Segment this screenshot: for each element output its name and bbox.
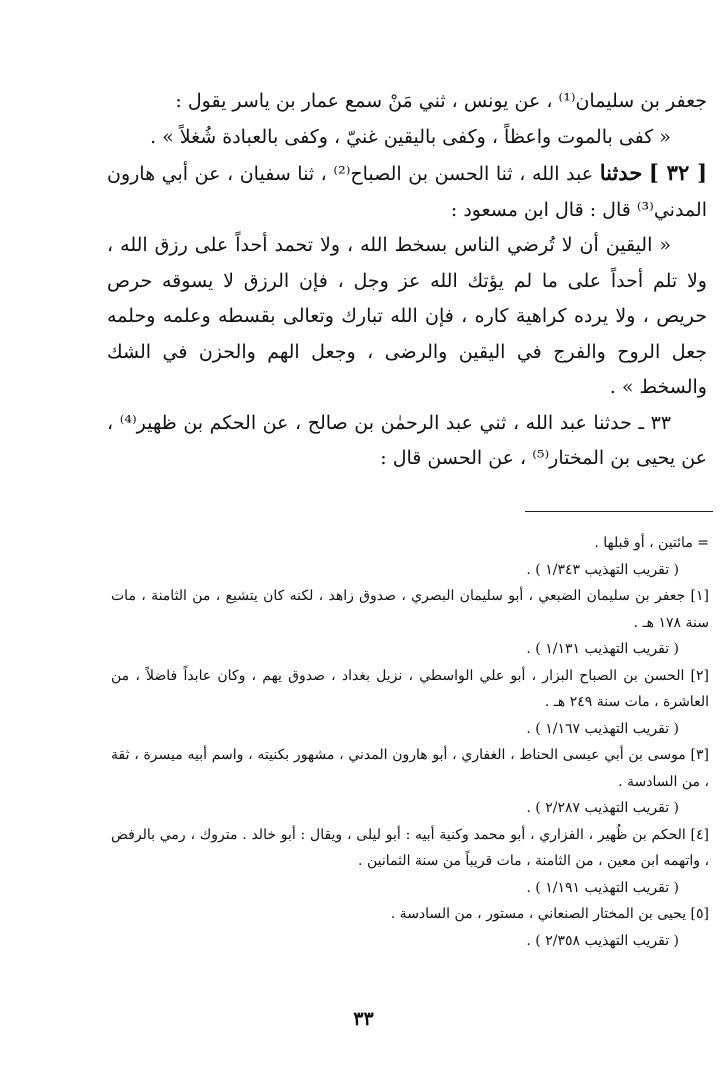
hadith-number: [ ٣٢ ] [648,160,708,185]
quote-ibn-masud: « اليقين أن لا تُرضي الناس بسخط الله ، ولا تحمد أحداً على رزق الله ، ولا تلم أحداً على ما لم يؤتك الله عز وجل ، فإن الرزق لا يسوقه حرص حريص ، ولا يرده كراهية كاره ، فإن الله تبارك وتعالى بقسطه وعلمه وحلمه جعل الروح والفرج في اليقين والرضى ، وجعل الهم والحزن في الشك والسخط » . [107,234,707,398]
footnote-1: [١] جعفر بن سليمان الضبعي ، أبو سليمان البصري ، صدوق زاهد ، لكنه كان يتشيع ، من الثامنة ، مات سنة ١٧٨ هـ . [111,588,709,631]
hadith-32 [107,155,707,228]
footnote-continuation-ref: ( تقريب التهذيب ١/٣٤٣ ) . [526,561,679,578]
footnote-continuation: = مائتين ، أو قبلها . [594,535,709,551]
footnote-divider [525,511,713,512]
page-number: ٣٣ [353,1008,374,1030]
footnote-4-ref: ( تقريب التهذيب ١/١٩١ ) . [526,879,679,896]
footnotes [111,530,709,954]
footnote-5-ref: ( تقريب التهذيب ٢/٣٥٨ ) . [526,932,679,949]
footnote-4: [٤] الحكم بن ظُهير ، الفزاري ، أبو محمد وكنية أبيه : أبو ليلى ، ويقال : أبو خالد . متروك ، رمي بالرفض ، واتهمه ابن معين ، من الثامنة ، مات قريباً من سنة الثمانين . [111,826,709,869]
footnote-1-ref: ( تقريب التهذيب ١/١٣١ ) . [526,641,679,657]
footnote-2: [٢] الحسن بن الصباح البزار ، أبو علي الواسطي ، نزيل بغداد ، صدوق يهم ، وكان عابداً فاضلاً ، من العاشرة ، مات سنة ٢٤٩ هـ . [111,667,709,710]
hadith-isnad: عبد الله ، ثنا الحسن بن الصباح⁽²⁾ ، ثنا سفيان ، عن أبي هارون المدني⁽³⁾ قال : قال ابن مسعود : [107,163,707,221]
paragraph-jafar: جعفر بن سليمان⁽¹⁾ ، عن يونس ، ثني مَنْ سمع عمار بن ياسر يقول : [175,90,707,112]
quote-ammar: « كفى بالموت واعظاً ، وكفى باليقين غنيّ ، وكفى بالعبادة شُغلاً » . [150,125,671,148]
hadith-33: ٣٣ ـ حدثنا عبد الله ، ثني عبد الرحمٰن بن صالح ، عن الحكم بن ظهير⁽⁴⁾ ، عن يحيى بن المختار⁽⁵⁾ ، عن الحسن قال : [107,411,707,469]
footnote-5: [٥] يحيى بن المختار الصنعاني ، مستور ، من السادسة . [390,906,709,922]
main-text [107,84,707,477]
footnote-2-ref: ( تقريب التهذيب ١/١٦٧ ) . [526,720,679,737]
footnote-3: [٣] موسى بن أبي عيسى الحناط ، الغفاري ، أبو هارون المدني ، مشهور بكنيته ، واسم أبيه ميسرة ، ثقة ، من السادسة . [111,747,709,790]
footnote-3-ref: ( تقريب التهذيب ٢/٢٨٧ ) . [526,800,679,816]
hadith-keyword: حدثنا [599,160,643,185]
